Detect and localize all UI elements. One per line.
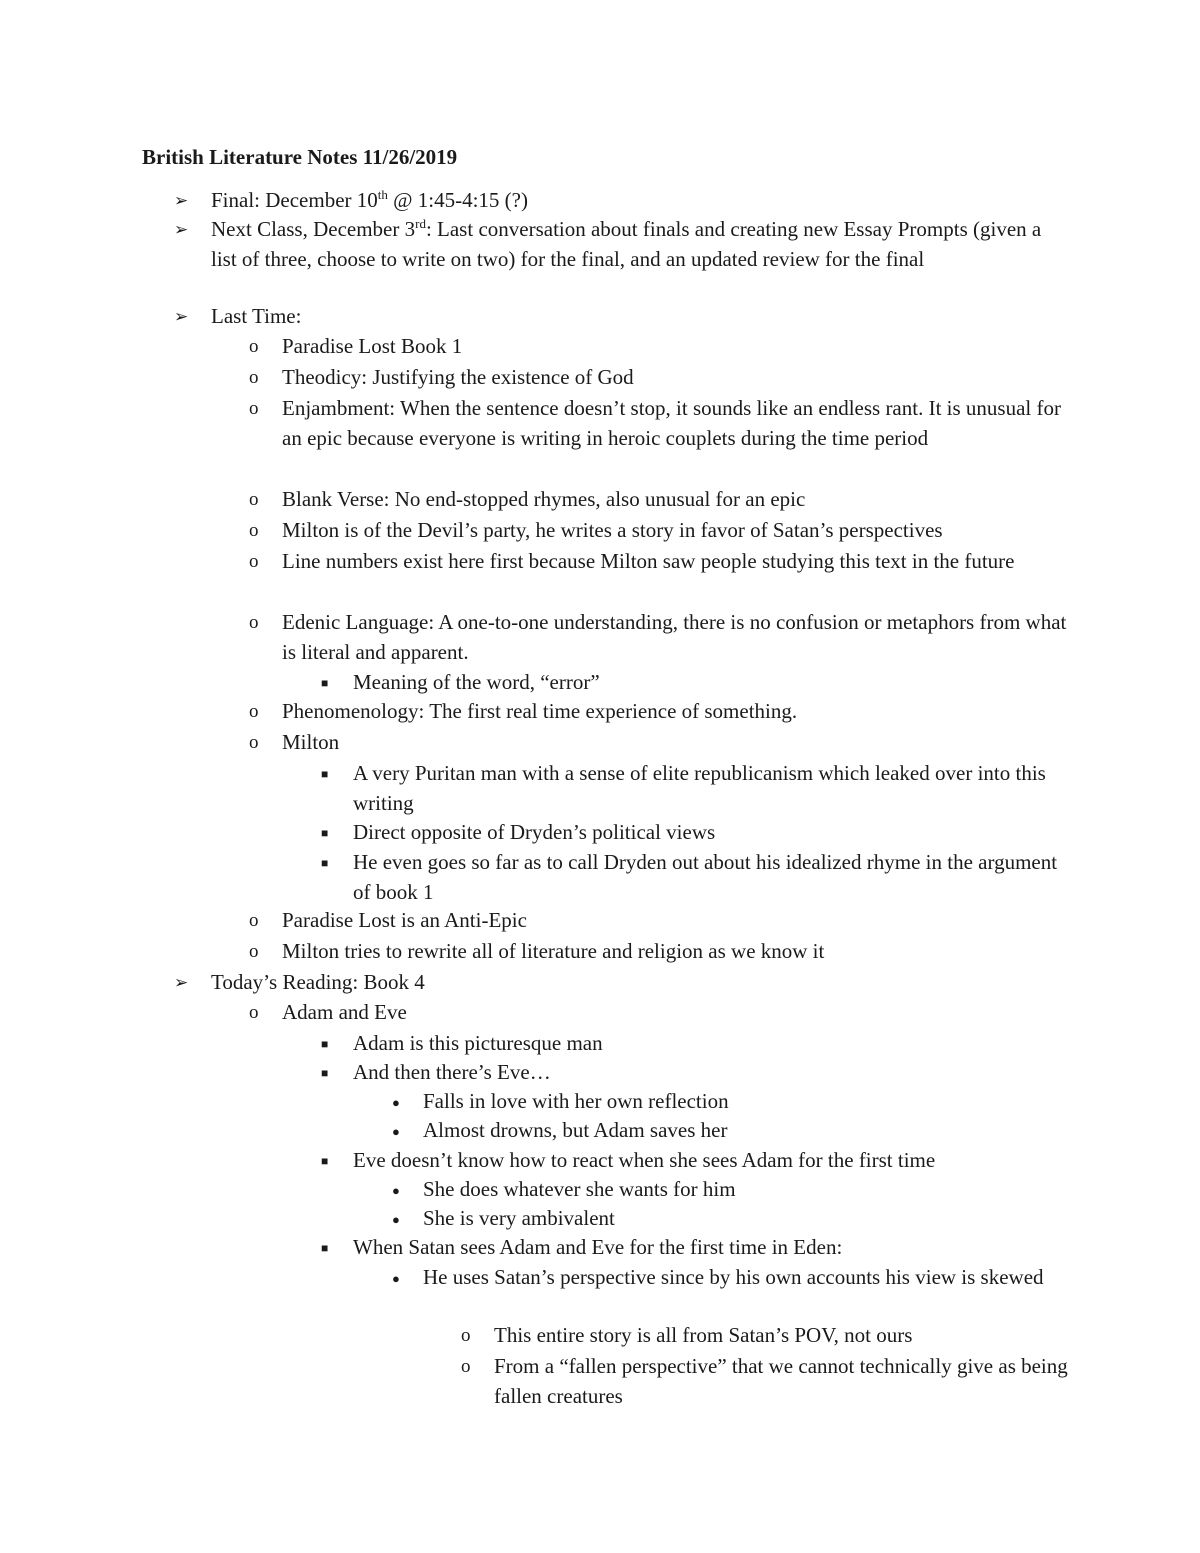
arrow-bullet-icon: ➢ xyxy=(174,973,189,992)
list-item: ■ Adam is this picturesque man xyxy=(353,1029,1068,1059)
dot-bullet-icon: ● xyxy=(392,1183,400,1198)
circle-bullet-icon: o xyxy=(249,910,259,931)
list-item-final: ➢ Final: December 10th @ 1:45-4:15 (?) xyxy=(211,186,1091,216)
square-bullet-icon: ■ xyxy=(321,1066,329,1080)
list-item: o Blank Verse: No end-stopped rhymes, also unusual for an epic xyxy=(282,485,1072,515)
square-bullet-icon: ■ xyxy=(321,856,329,870)
list-item-last-time: ➢ Last Time: xyxy=(211,302,1071,332)
list-item: o Line numbers exist here first because Milton saw people studying this text in the future xyxy=(282,547,1072,577)
circle-bullet-icon: o xyxy=(249,336,259,357)
list-item: o Adam and Eve xyxy=(282,998,1072,1028)
list-item: o Enjambment: When the sentence doesn’t stop, it sounds like an endless rant. It is unusual for an epic because everyone is writing in heroic couplets during the time period xyxy=(249,396,1061,450)
list-item: o Phenomenology: The first real time experience of something. xyxy=(282,697,1072,727)
dot-bullet-icon: ● xyxy=(392,1095,400,1110)
list-item: o Milton tries to rewrite all of literature and religion as we know it xyxy=(282,937,1072,967)
arrow-bullet-icon: ➢ xyxy=(174,307,189,326)
square-bullet-icon: ■ xyxy=(321,1154,329,1168)
list-item: ● Almost drowns, but Adam saves her xyxy=(423,1116,1068,1146)
circle-bullet-icon: o xyxy=(249,520,259,541)
square-bullet-icon: ■ xyxy=(321,676,329,690)
circle-bullet-icon: o xyxy=(249,489,259,510)
dot-bullet-icon: ● xyxy=(392,1271,400,1286)
circle-bullet-icon: o xyxy=(249,1002,259,1023)
list-item: o Paradise Lost is an Anti-Epic xyxy=(282,906,1072,936)
list-item: ■ He even goes so far as to call Dryden out about his idealized rhyme in the argument of book 1 xyxy=(321,850,1058,904)
list-item: o This entire story is all from Satan’s POV, not ours xyxy=(494,1321,1069,1351)
list-item: o Milton is of the Devil’s party, he writes a story in favor of Satan’s perspectives xyxy=(282,516,1072,546)
circle-bullet-icon: o xyxy=(249,941,259,962)
list-item: o From a “fallen perspective” that we cannot technically give as being fallen creatures xyxy=(461,1354,1068,1408)
list-item: ● She is very ambivalent xyxy=(423,1204,1068,1234)
list-item: ● Falls in love with her own reflection xyxy=(423,1087,1068,1117)
circle-bullet-icon: o xyxy=(249,612,259,633)
square-bullet-icon: ■ xyxy=(321,767,329,781)
square-bullet-icon: ■ xyxy=(321,1037,329,1051)
circle-bullet-icon: o xyxy=(249,551,259,572)
arrow-bullet-icon: ➢ xyxy=(174,191,189,210)
list-item: ■ When Satan sees Adam and Eve for the first time in Eden: xyxy=(353,1233,1068,1263)
document-title: British Literature Notes 11/26/2019 xyxy=(142,145,458,169)
arrow-bullet-icon: ➢ xyxy=(174,220,189,239)
list-item: o Paradise Lost Book 1 xyxy=(282,332,1072,362)
list-item-todays-reading: ➢ Today’s Reading: Book 4 xyxy=(211,968,1071,998)
list-item: ● She does whatever she wants for him xyxy=(423,1175,1068,1205)
list-item: ■ Meaning of the word, “error” xyxy=(353,668,1073,698)
square-bullet-icon: ■ xyxy=(321,1241,329,1255)
list-item: ■ And then there’s Eve… xyxy=(353,1058,1068,1088)
circle-bullet-icon: o xyxy=(461,1325,471,1346)
list-item: ■ Eve doesn’t know how to react when she sees Adam for the first time xyxy=(353,1146,1068,1176)
list-item: ■ A very Puritan man with a sense of elite republicanism which leaked over into this writing xyxy=(321,761,1046,815)
list-item-next-class: ➢ Next Class, December 3rd: Last conversation about finals and creating new Essay Prompts (given a list of three, choose to write on two) for the final, and an updated review for the final xyxy=(174,216,1042,271)
list-item: ● He uses Satan’s perspective since by his own accounts his view is skewed xyxy=(423,1263,1063,1293)
list-item: ■ Direct opposite of Dryden’s political views xyxy=(353,818,1068,848)
circle-bullet-icon: o xyxy=(249,367,259,388)
square-bullet-icon: ■ xyxy=(321,826,329,840)
circle-bullet-icon: o xyxy=(249,732,259,753)
circle-bullet-icon: o xyxy=(461,1356,471,1377)
list-item: o Milton xyxy=(282,728,1072,758)
list-item: o Edenic Language: A one-to-one understanding, there is no confusion or metaphors from what is literal and apparent. xyxy=(249,610,1067,664)
circle-bullet-icon: o xyxy=(249,398,259,419)
list-item: o Theodicy: Justifying the existence of God xyxy=(282,363,1072,393)
dot-bullet-icon: ● xyxy=(392,1212,400,1227)
dot-bullet-icon: ● xyxy=(392,1124,400,1139)
circle-bullet-icon: o xyxy=(249,701,259,722)
